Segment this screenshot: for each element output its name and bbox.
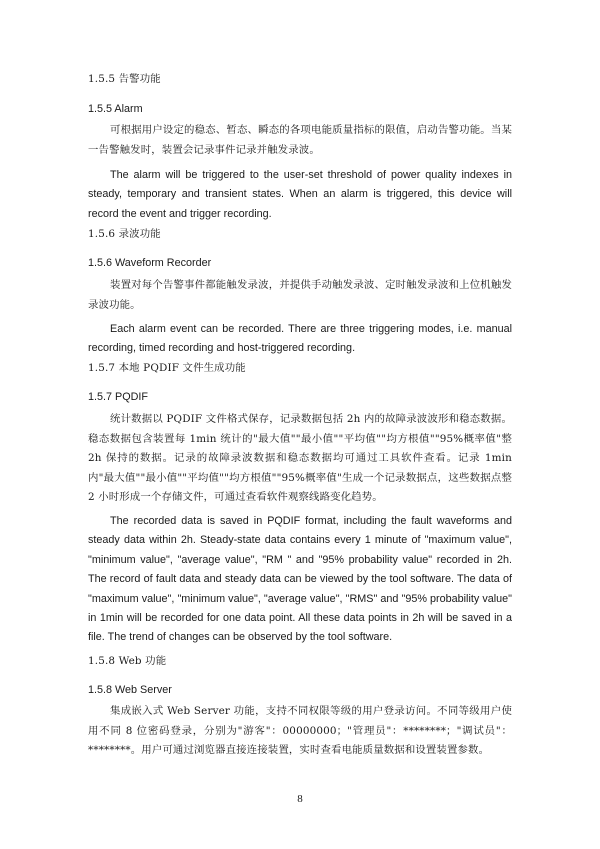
paragraph-alarm-en: The alarm will be triggered to the user-set threshold of power quality indexes in steady, temporary and transient states. When an alarm is triggered, this device will record the event and trigger recording. bbox=[88, 169, 512, 220]
paragraph-web-zh: 集成嵌入式 Web Server 功能，支持不同权限等级的用户登录访问。不同等级用户使用不同 8 位密码登录，分别为"游客"：00000000；"管理员"：********；"调试员"：********。用户可通过浏览器直接连接装置，实时查看电能质量数据和设置装置参数。 bbox=[88, 705, 512, 756]
heading-recorder-en: 1.5.6 Waveform Recorder bbox=[88, 257, 212, 269]
heading-pqdif-zh: 1.5.7 本地 PQDIF 文件生成功能 bbox=[88, 362, 246, 374]
paragraph-alarm-zh: 可根据用户设定的稳态、暂态、瞬态的各项电能质量指标的限值，启动告警功能。当某一告警触发时，装置会记录事件记录并触发录波。 bbox=[88, 124, 512, 156]
heading-web-en: 1.5.8 Web Server bbox=[88, 684, 172, 696]
paragraph-pqdif-zh: 统计数据以 PQDIF 文件格式保存，记录数据包括 2h 内的故障录波波形和稳态数据。稳态数据包含装置每 1min 统计的"最大值""最小值""平均值""均方根值""95%概率值"整 2h 保持的数据。记录的故障录波数据和稳态数据均可通过工具软件查看。记录 1min 内"最大值""最小值""平均值""均方根值""95%概率值"生成一个记录数据点，这些数据点整 2 小时形成一个存储文件，可通过查看软件观察线路变化趋势。 bbox=[88, 413, 512, 503]
heading-pqdif-en: 1.5.7 PQDIF bbox=[88, 391, 149, 403]
heading-recorder-zh: 1.5.6 录波功能 bbox=[88, 228, 161, 240]
heading-alarm-en: 1.5.5 Alarm bbox=[88, 103, 143, 115]
page-number: 8 bbox=[297, 793, 303, 805]
heading-web-zh: 1.5.8 Web 功能 bbox=[88, 655, 167, 667]
paragraph-recorder-zh: 装置对每个告警事件都能触发录波，并提供手动触发录波、定时触发录波和上位机触发录波功能。 bbox=[88, 279, 512, 311]
paragraph-recorder-en: Each alarm event can be recorded. There are three triggering modes, i.e. manual recording, timed recording and host-triggered recording. bbox=[88, 323, 512, 355]
heading-alarm-zh: 1.5.5 告警功能 bbox=[88, 73, 161, 85]
paragraph-pqdif-en: The recorded data is saved in PQDIF format, including the fault waveforms and steady data within 2h. Steady-state data contains every 1 minute of "maximum value", "minimum value", "average value", "RM " and "95% probability value" recorded in 2h. The record of fault data and steady data can be viewed by the tool software. The data of "maximum value", "minimum value", "average value", "RMS" and "95% probability value" in 1min will be recorded for one data point. All these data points in 2h will be saved in a file. The trend of changes can be observed by the tool software. bbox=[88, 515, 512, 644]
